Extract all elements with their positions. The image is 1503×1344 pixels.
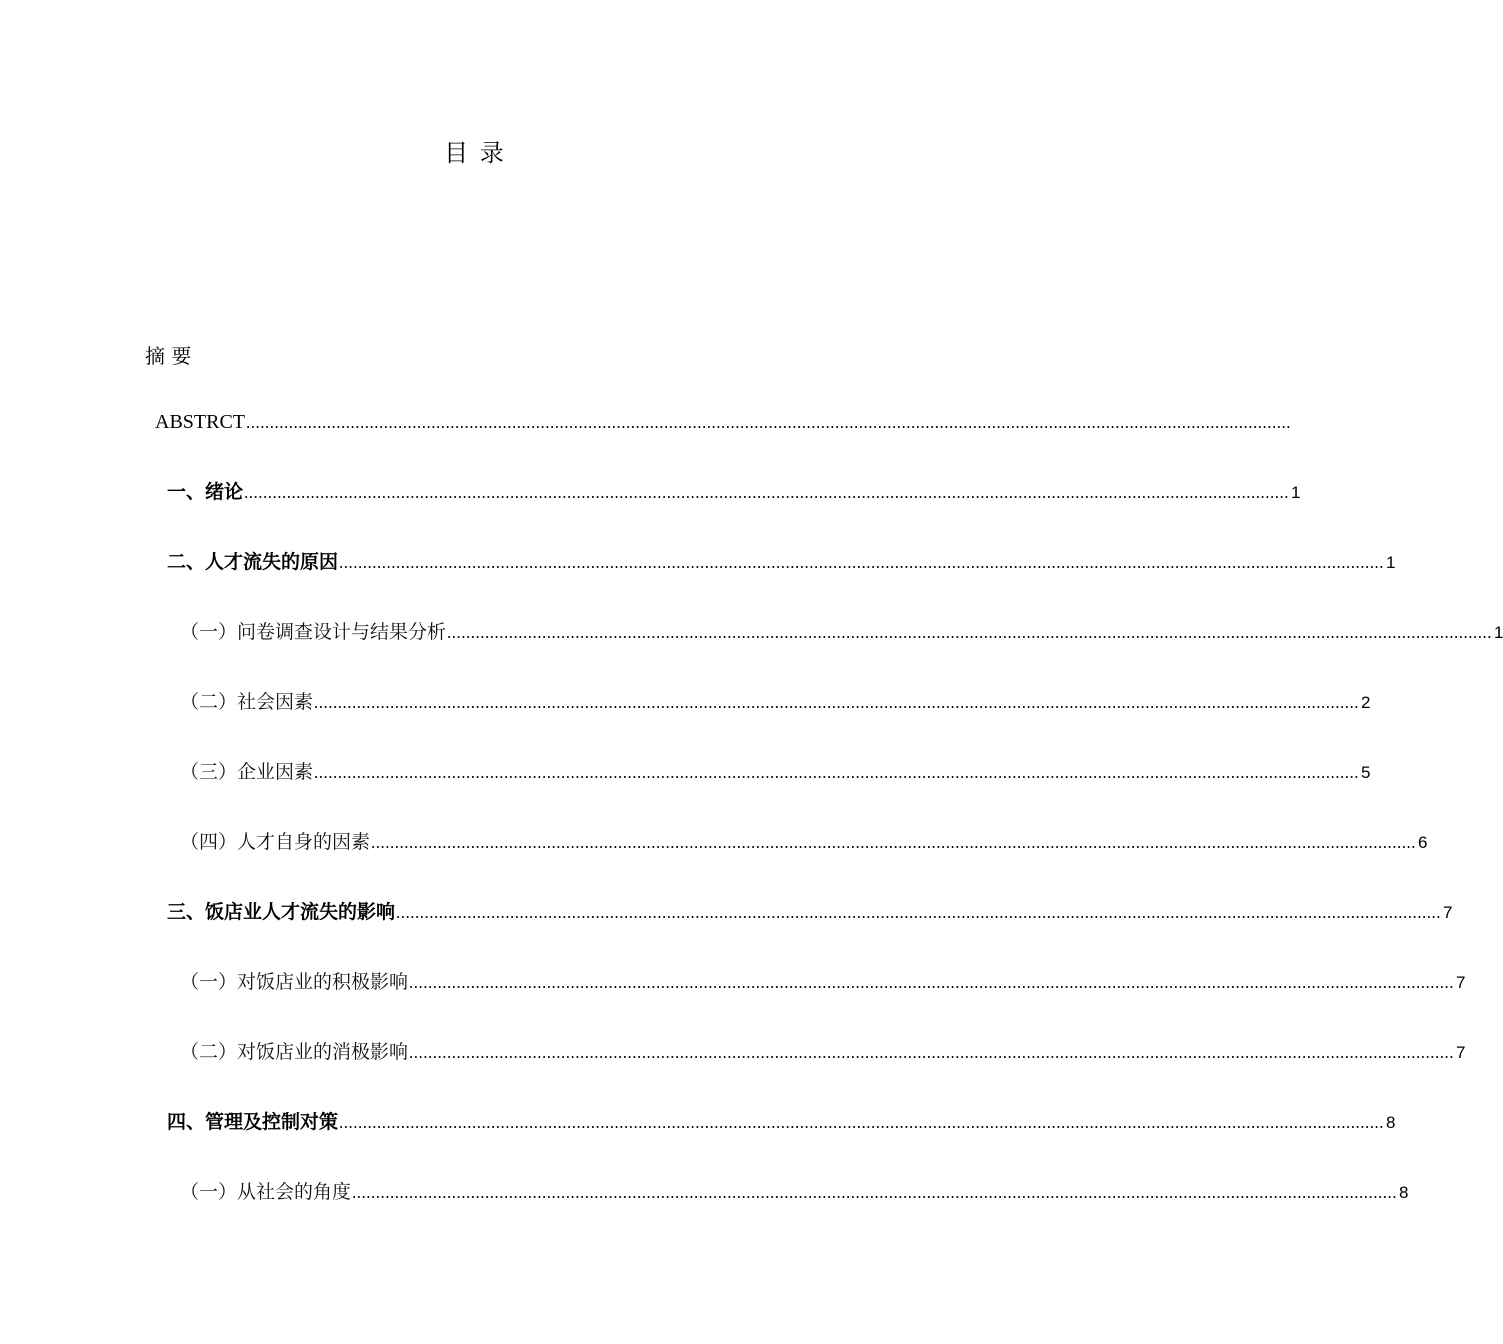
toc-entry-label: （一）对饭店业的积极影响 (180, 971, 409, 993)
toc-entry-section-2-3 (180, 758, 1371, 786)
toc-leader-dots: ............................................................................................................................................................................................................................ (409, 1043, 1455, 1062)
toc-leader-dots: ............................................................................................................................................................................................................................ (314, 763, 1360, 782)
toc-leader-dots: ............................................................................................................................................................................................................................ (352, 1183, 1398, 1202)
toc-entry-label: （二）社会因素 (180, 691, 314, 713)
toc-leader-dots: ............................................................................................................................................................................................................................ (314, 693, 1360, 712)
toc-entry-label: 四、管理及控制对策 (167, 1111, 339, 1133)
toc-entry-label: （三）企业因素 (180, 761, 314, 783)
toc-page-number: 7 (1456, 973, 1466, 992)
toc-entry-section-4 (167, 1108, 1396, 1136)
toc-entry-section-2 (167, 548, 1396, 576)
toc-entry-abstract-en (155, 408, 1292, 436)
toc-leader-dots: ............................................................................................................................................................................................................................ (246, 413, 1292, 432)
toc-leader-dots: ............................................................................................................................................................................................................................ (339, 1113, 1385, 1132)
toc-page-number: 5 (1361, 763, 1371, 782)
toc-entry-section-2-1 (180, 618, 1503, 646)
toc-entry-label: （一）问卷调查设计与结果分析 (180, 621, 447, 643)
toc-page-number: 8 (1399, 1183, 1409, 1202)
toc-leader-dots: ............................................................................................................................................................................................................................ (371, 833, 1417, 852)
toc-entry-label: （四）人才自身的因素 (180, 831, 371, 853)
toc-page-number: 1 (1291, 483, 1301, 502)
toc-entry-section-2-2 (180, 688, 1371, 716)
toc-entry-section-4-1 (180, 1178, 1409, 1206)
toc-leader-dots: ............................................................................................................................................................................................................................ (244, 483, 1290, 502)
toc-entry-section-3-1 (180, 968, 1466, 996)
toc-entry-label: （一）从社会的角度 (180, 1181, 352, 1203)
toc-leader-dots: ............................................................................................................................................................................................................................ (339, 553, 1385, 572)
toc-entry-section-2-4 (180, 828, 1428, 856)
toc-leader-dots: ............................................................................................................................................................................................................................ (409, 973, 1455, 992)
toc-entry-abstract-zh: 摘 要 (145, 344, 192, 368)
toc-page-number: 7 (1443, 903, 1453, 922)
toc-entry-section-1 (167, 478, 1301, 506)
toc-leader-dots: ............................................................................................................................................................................................................................ (447, 623, 1493, 642)
toc-page-number: 1 (1494, 623, 1503, 642)
toc-leader-dots: ............................................................................................................................................................................................................................ (396, 903, 1442, 922)
toc-page-number: 6 (1418, 833, 1428, 852)
toc-entry-label: 三、饭店业人才流失的影响 (167, 901, 396, 923)
toc-entry-section-3 (167, 898, 1453, 926)
toc-entry-label: （二）对饭店业的消极影响 (180, 1041, 409, 1063)
toc-entry-label: ABSTRCT (155, 411, 246, 433)
toc-page-number: 1 (1386, 553, 1396, 572)
toc-entry-label: 一、绪论 (167, 481, 244, 503)
toc-page-number: 2 (1361, 693, 1371, 712)
toc-entry-label: 二、人才流失的原因 (167, 551, 339, 573)
toc-page-number: 8 (1386, 1113, 1396, 1132)
toc-page-number: 7 (1456, 1043, 1466, 1062)
toc-title: 目 录 (444, 139, 506, 167)
toc-entry-section-3-2 (180, 1038, 1466, 1066)
